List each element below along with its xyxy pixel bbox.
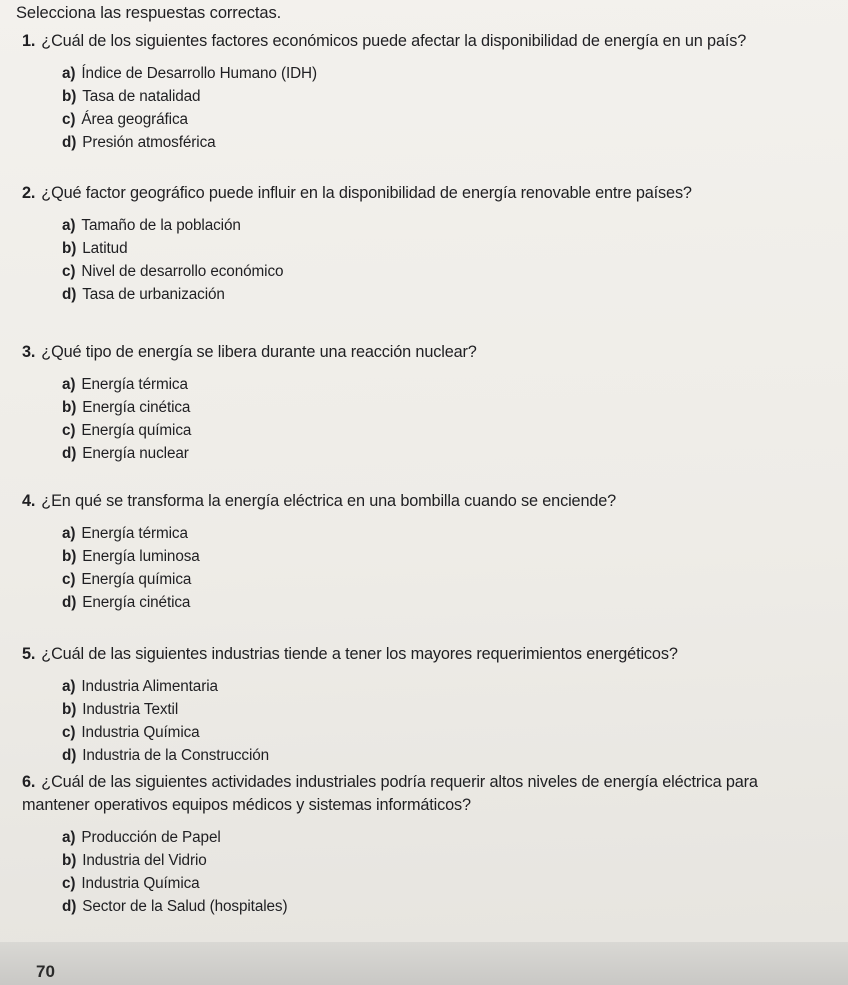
options-list (22, 373, 477, 465)
page-bottom-edge (0, 942, 848, 985)
question-5 (22, 643, 678, 767)
option-label: Industria del Vidrio (82, 852, 207, 869)
question-prompt: ¿Qué tipo de energía se libera durante una reacción nuclear? (41, 343, 477, 361)
option-label: Industria Química (81, 875, 200, 892)
page-number: 70 (36, 962, 55, 981)
option-label: Sector de la Salud (hospitales) (82, 898, 288, 915)
question-number: 6. (22, 773, 36, 791)
option-label: Energía luminosa (82, 548, 200, 565)
question-prompt: ¿Qué factor geográfico puede influir en la disponibilidad de energía renovable entre países? (41, 184, 692, 202)
option-a[interactable]: a) Energía térmica (62, 525, 188, 542)
option-label: Tasa de urbanización (82, 286, 225, 303)
question-number: 2. (22, 184, 36, 202)
option-label: Industria de la Construcción (82, 747, 270, 764)
instructions: Selecciona las respuestas correctas. (16, 4, 282, 22)
question-number: 3. (22, 343, 36, 361)
option-label: Energía química (81, 422, 192, 439)
option-label: Nivel de desarrollo económico (81, 263, 284, 280)
option-a[interactable]: a) Energía térmica (62, 376, 188, 393)
option-label: Energía química (81, 571, 192, 588)
question-2-text (22, 182, 692, 205)
options-list (22, 214, 692, 306)
question-6-text (22, 771, 822, 817)
option-label: Industria Química (81, 724, 200, 741)
option-b[interactable]: b) Industria del Vidrio (62, 852, 207, 869)
option-b[interactable]: b) Latitud (62, 240, 128, 257)
option-c[interactable]: c) Energía química (62, 422, 192, 439)
question-number: 1. (22, 32, 36, 50)
option-c[interactable]: c) Nivel de desarrollo económico (62, 263, 284, 280)
option-label: Energía térmica (81, 525, 188, 542)
option-a[interactable]: a) Producción de Papel (62, 829, 221, 846)
question-4-text (22, 490, 616, 513)
option-label: Presión atmosférica (82, 134, 216, 151)
option-b[interactable]: b) Energía luminosa (62, 548, 200, 565)
question-1 (22, 30, 746, 154)
question-number: 5. (22, 645, 36, 663)
option-label: Energía térmica (81, 376, 188, 393)
option-label: Tasa de natalidad (82, 88, 201, 105)
question-6 (22, 771, 822, 918)
option-a[interactable]: a) Índice de Desarrollo Humano (IDH) (62, 65, 318, 82)
option-c[interactable]: c) Industria Química (62, 724, 200, 741)
option-c[interactable]: c) Energía química (62, 571, 192, 588)
option-a[interactable]: a) Industria Alimentaria (62, 678, 218, 695)
option-b[interactable]: b) Tasa de natalidad (62, 88, 201, 105)
question-2 (22, 182, 692, 306)
option-label: Industria Alimentaria (81, 678, 218, 695)
option-label: Área geográfica (81, 111, 188, 128)
option-d[interactable]: d) Sector de la Salud (hospitales) (62, 898, 288, 915)
option-label: Industria Textil (82, 701, 179, 718)
option-d[interactable]: d) Industria de la Construcción (62, 747, 270, 764)
options-list (22, 62, 746, 154)
option-label: Tamaño de la población (81, 217, 241, 234)
option-b[interactable]: b) Industria Textil (62, 701, 179, 718)
option-label: Latitud (82, 240, 128, 257)
question-3-text (22, 341, 477, 364)
question-prompt: ¿Cuál de las siguientes actividades industriales podría requerir altos niveles de energía eléctrica para mantener operativos equipos médicos y sistemas informáticos? (22, 773, 758, 814)
option-b[interactable]: b) Energía cinética (62, 399, 191, 416)
question-1-text (22, 30, 746, 53)
question-prompt: ¿Cuál de los siguientes factores económicos puede afectar la disponibilidad de energía en un país? (41, 32, 747, 50)
option-label: Energía nuclear (82, 445, 189, 462)
option-label: Energía cinética (82, 594, 191, 611)
option-label: Producción de Papel (81, 829, 221, 846)
option-label: Energía cinética (82, 399, 191, 416)
option-a[interactable]: a) Tamaño de la población (62, 217, 241, 234)
option-d[interactable]: d) Energía cinética (62, 594, 191, 611)
option-d[interactable]: d) Tasa de urbanización (62, 286, 225, 303)
option-label: Índice de Desarrollo Humano (IDH) (81, 65, 318, 82)
options-list (22, 826, 822, 918)
question-prompt: ¿Cuál de las siguientes industrias tiende a tener los mayores requerimientos energéticos? (41, 645, 678, 663)
option-d[interactable]: d) Presión atmosférica (62, 134, 216, 151)
options-list (22, 675, 678, 767)
question-prompt: ¿En qué se transforma la energía eléctrica en una bombilla cuando se enciende? (41, 492, 617, 510)
question-4 (22, 490, 616, 614)
options-list (22, 522, 616, 614)
question-number: 4. (22, 492, 36, 510)
question-3 (22, 341, 477, 465)
option-c[interactable]: c) Industria Química (62, 875, 200, 892)
option-d[interactable]: d) Energía nuclear (62, 445, 189, 462)
option-c[interactable]: c) Área geográfica (62, 111, 188, 128)
question-5-text (22, 643, 678, 666)
